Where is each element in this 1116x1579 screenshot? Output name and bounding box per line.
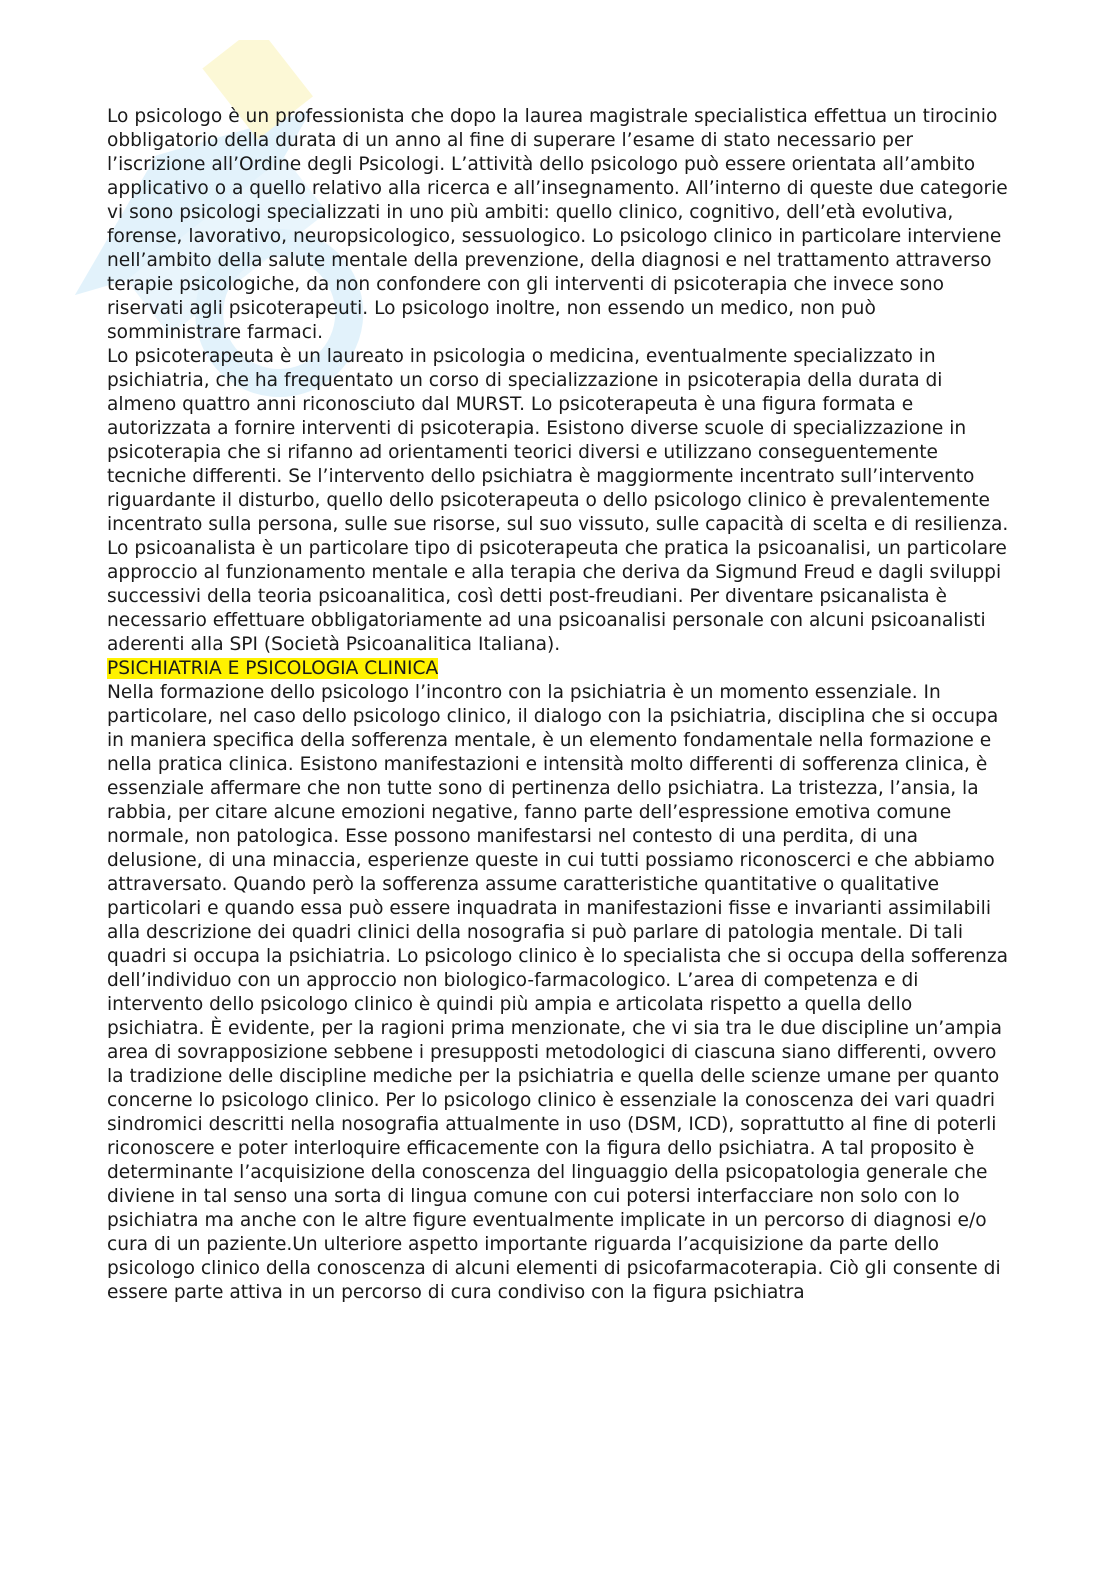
section-heading-text: PSICHIATRIA E PSICOLOGIA CLINICA <box>107 658 439 679</box>
paragraph-psichiatria: Nella formazione dello psicologo l’incontro con la psichiatria è un momento essenziale. In particolare, nel caso dello psicologo clinico, il dialogo con la psichiatria, disciplina che si occupa in maniera specifica della sofferenza mentale, è un elemento fondamentale nella formazione e nella pratica clinica. Esistono manifestazioni e intensità molto differenti di sofferenza clinica, è essenziale affermare che non tutte sono di pertinenza dello psichiatra. La tristezza, l’ansia, la rabbia, per citare alcune emozioni negative, fanno parte dell’espressione emotiva comune normale, non patologica. Esse possono manifestarsi nel contesto di una perdita, di una delusione, di una minaccia, esperienze queste in cui tutti possiamo riconoscerci e che abbiamo attraversato. Quando però la sofferenza assume caratteristiche quantitative o qualitative particolari e quando essa può essere inquadrata in manifestazioni fisse e invarianti assimilabili alla descrizione dei quadri clinici della nosografia si può parlare di patologia mentale. Di tali quadri si occupa la psichiatria. Lo psicologo clinico è lo specialista che si occupa della sofferenza dell’individuo con un approccio non biologico-farmacologico. L’area di competenza e di intervento dello psicologo clinico è quindi più ampia e articolata rispetto a quella dello psichiatra. È evidente, per la ragioni prima menzionate, che vi sia tra le due discipline un’ampia area di sovrapposizione sebbene i presupposti metodologici di ciascuna siano differenti, ovvero la tradizione delle discipline mediche per la psichiatria e quella delle scienze umane per quanto concerne lo psicologo clinico. Per lo psicologo clinico è essenziale la conoscenza dei vari quadri sindromici descritti nella nosografia attualmente in uso (DSM, ICD), soprattutto al fine di poterli riconoscere e poter interloquire efficacemente con la figura dello psichiatra. A tal proposito è determinante l’acquisizione della conoscenza del linguaggio della psicopatologia generale che diviene in tal senso una sorta di lingua comune con cui potersi interfacciare non solo con lo psichiatra ma anche con le altre figure eventualmente implicate in un percorso di diagnosi e/o cura di un paziente.Un ulteriore aspetto importante riguarda l’acquisizione da parte dello psicologo clinico della conoscenza di alcuni elementi di psicofarmacoterapia. Ciò gli consente di essere parte attiva in un percorso di cura condiviso con la figura psichiatra <box>107 682 1008 1303</box>
section-heading <box>107 657 1012 681</box>
document-text <box>107 105 1012 1305</box>
paragraph-psicoanalista: Lo psicoanalista è un particolare tipo di psicoterapeuta che pratica la psicoanalisi, un particolare approccio al funzionamento mentale e alla terapia che deriva da Sigmund Freud e dagli sviluppi successivi della teoria psicoanalitica, così detti post-freudiani. Per diventare psicanalista è necessario effettuare obbligatoriamente ad una psicoanalisi personale con alcuni psicoanalisti aderenti alla SPI (Società Psicoanalitica Italiana). <box>107 538 1007 655</box>
paragraph-psicologo: Lo psicologo è un professionista che dopo la laurea magistrale specialistica effettua un tirocinio obbligatorio della durata di un anno al fine di superare l’esame di stato necessario per l’iscrizione all’Ordine degli Psicologi. L’attività dello psicologo può essere orientata all’ambito applicativo o a quello relativo alla ricerca e all’insegnamento. All’interno di queste due categorie vi sono psicologi specializzati in uno più ambiti: quello clinico, cognitivo, dell’età evolutiva, forense, lavorativo, neuropsicologico, sessuologico. Lo psicologo clinico in particolare interviene nell’ambito della salute mentale della prevenzione, della diagnosi e nel trattamento attraverso terapie psicologiche, da non confondere con gli interventi di psicoterapia che invece sono riservati agli psicoterapeuti. Lo psicologo inoltre, non essendo un medico, non può somministrare farmaci. <box>107 106 1008 343</box>
paragraph-psicoterapeuta: Lo psicoterapeuta è un laureato in psicologia o medicina, eventualmente specializzato in psichiatria, che ha frequentato un corso di specializzazione in psicoterapia della durata di almeno quattro anni riconosciuto dal MURST. Lo psicoterapeuta è una figura formata e autorizzata a fornire interventi di psicoterapia. Esistono diverse scuole di specializzazione in psicoterapia che si rifanno ad orientamenti teorici diversi e utilizzano conseguentemente tecniche differenti. Se l’intervento dello psichiatra è maggiormente incentrato sull’intervento riguardante il disturbo, quello dello psicoterapeuta o dello psicologo clinico è prevalentemente incentrato sulla persona, sulle sue risorse, sul suo vissuto, sulle capacità di scelta e di resilienza. <box>107 346 1009 535</box>
